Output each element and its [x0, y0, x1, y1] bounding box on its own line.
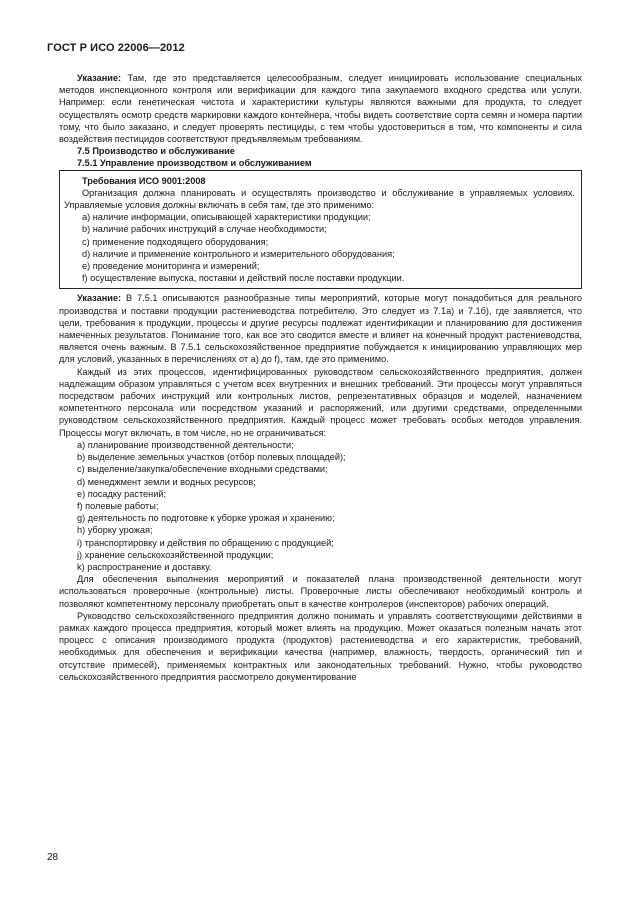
requirement-item: d) наличие и применение контрольного и измерительного оборудования;: [82, 248, 395, 259]
checklists-paragraph: Для обеспечения выполнения мероприятий и показателей плана производственной деятельности могут использоваться проверочные (контрольные) листы. Проверочные листы обеспечивают необходимый контроль и позволяют компетентному персоналу приобретать опыт в качестве контролеров (инспекторов) рабочих операций.: [59, 574, 582, 609]
management-paragraph: Руководство сельскохозяйственного предприятия должно понимать и управлять соответствующими действиями в рамках каждого процесса предприятия, который может влиять на продукцию. Может оказаться полезным начать этот процесс с описания производимого продукта (продуктов) растениеводства и его характеристик, требований, необходимых для обеспечения и верификации качества (например, влажность, твердость, органический тип и отсутствие примесей), применяемых контрактных или законодательных требований. Нужно, чтобы руководство сельскохозяйственного предприятия рассмотрело документирование: [59, 610, 582, 682]
page-number: 28: [47, 852, 59, 863]
requirement-item: b) наличие рабочих инструкций в случае необходимости;: [82, 224, 327, 235]
note-paragraph-2: [59, 292, 582, 365]
process-list-item: c) выделение/закупка/обеспечение входными средствами;: [77, 464, 328, 475]
iso-requirements-box: [59, 170, 582, 290]
process-list-item: e) посадку растений;: [77, 488, 167, 499]
note-label: Указание:: [77, 73, 122, 83]
page-body: [59, 72, 582, 683]
process-list-item: b) выделение земельных участков (отбор полевых площадей);: [77, 452, 346, 463]
requirement-item: e) проведение мониторинга и измерений;: [82, 261, 260, 272]
requirement-item: а) наличие информации, описывающей характеристики продукции;: [82, 212, 371, 223]
process-list-item: f) полевые работы;: [77, 500, 159, 511]
processes-paragraph: Каждый из этих процессов, идентифицированных руководством сельскохозяйственного предприятия, должен надлежащим образом управляться с учетом всех внутренних и внешних требований. Эти процессы могут управляться посредством рабочих инструкций или контрольных листов, репрезентативных образцов и моделей, назначением компетентного персонала или посредством указаний и распоряжений, или другими средствами, определенными руководством сельскохозяйственного предприятия. Каждый процесс может требовать особых методов управления. Процессы могут включать, в том числе, но не ограничиваться:: [59, 366, 582, 438]
note-text: Там, где это представляется целесообразным, следует инициировать использование специальных методов инспекционного контроля или верификации для каждого типа закупаемого входного средства или услуги. Например: если генетическая чистота и характеристики культуры являются важными для продукта, то следует осуществлять осмотр средств маркировки каждого контейнера, чтобы видеть соответствие сорта семян и номера партии тому, что было заказано, и следует проверять пестициды, с тем чтобы удостовериться в том, что компоненты и сила воздействия пестицидов соответствуют предъявляемым требованиям.: [59, 73, 582, 145]
process-list-item: k) распространение и доставку.: [77, 561, 212, 572]
process-list-item: j) хранение сельскохозяйственной продукции;: [77, 549, 274, 560]
requirements-intro: Организация должна планировать и осуществлять производство и обслуживание в управляемых условиях. Управляемые условия должны включать в себя там, где это применимо:: [64, 187, 575, 211]
note-paragraph-1: [59, 72, 582, 145]
process-list-item: i) транспортировку и действия по обращению с продукцией;: [77, 537, 334, 548]
standard-header: ГОСТ Р ИСО 22006—2012: [47, 42, 185, 54]
process-list-item: d) менеджмент земли и водных ресурсов;: [77, 476, 256, 487]
section-heading-7-5-1: 7.5.1 Управление производством и обслуживанием: [77, 158, 312, 169]
note-text: В 7.5.1 описываются разнообразные типы мероприятий, которые могут понадобиться для реального производства и поставки продукции растениеводства потребителю. Это следует из 7.1а) и 7.1б), где заявляется, что цели, требования к продукции, процессы и другие ресурсы подлежат идентификации и планированию для достижения намеченных результатов. Понимание того, как все это сводится вместе и влияет на конечный продукт растениеводства, является очень важным. В 7.5.1 сельскохозяйственное предприятие побуждается к инициированию управляющих мер для условий, указанных в перечислениях от а) до f), там, где это применимо.: [59, 293, 582, 365]
note-label: Указание:: [77, 293, 122, 304]
process-list-item: а) планирование производственной деятельности;: [77, 439, 294, 450]
process-list-item: h) уборку урожая;: [77, 525, 153, 536]
requirement-item: c) применение подходящего оборудования;: [82, 236, 269, 247]
requirement-item: f) осуществление выпуска, поставки и действий после поставки продукции.: [82, 273, 405, 284]
section-heading-7-5: 7.5 Производство и обслуживание: [77, 146, 235, 157]
requirements-box-title: Требования ИСО 9001:2008: [82, 175, 206, 186]
process-list-item: g) деятельность по подготовке к уборке урожая и хранению;: [77, 513, 335, 524]
